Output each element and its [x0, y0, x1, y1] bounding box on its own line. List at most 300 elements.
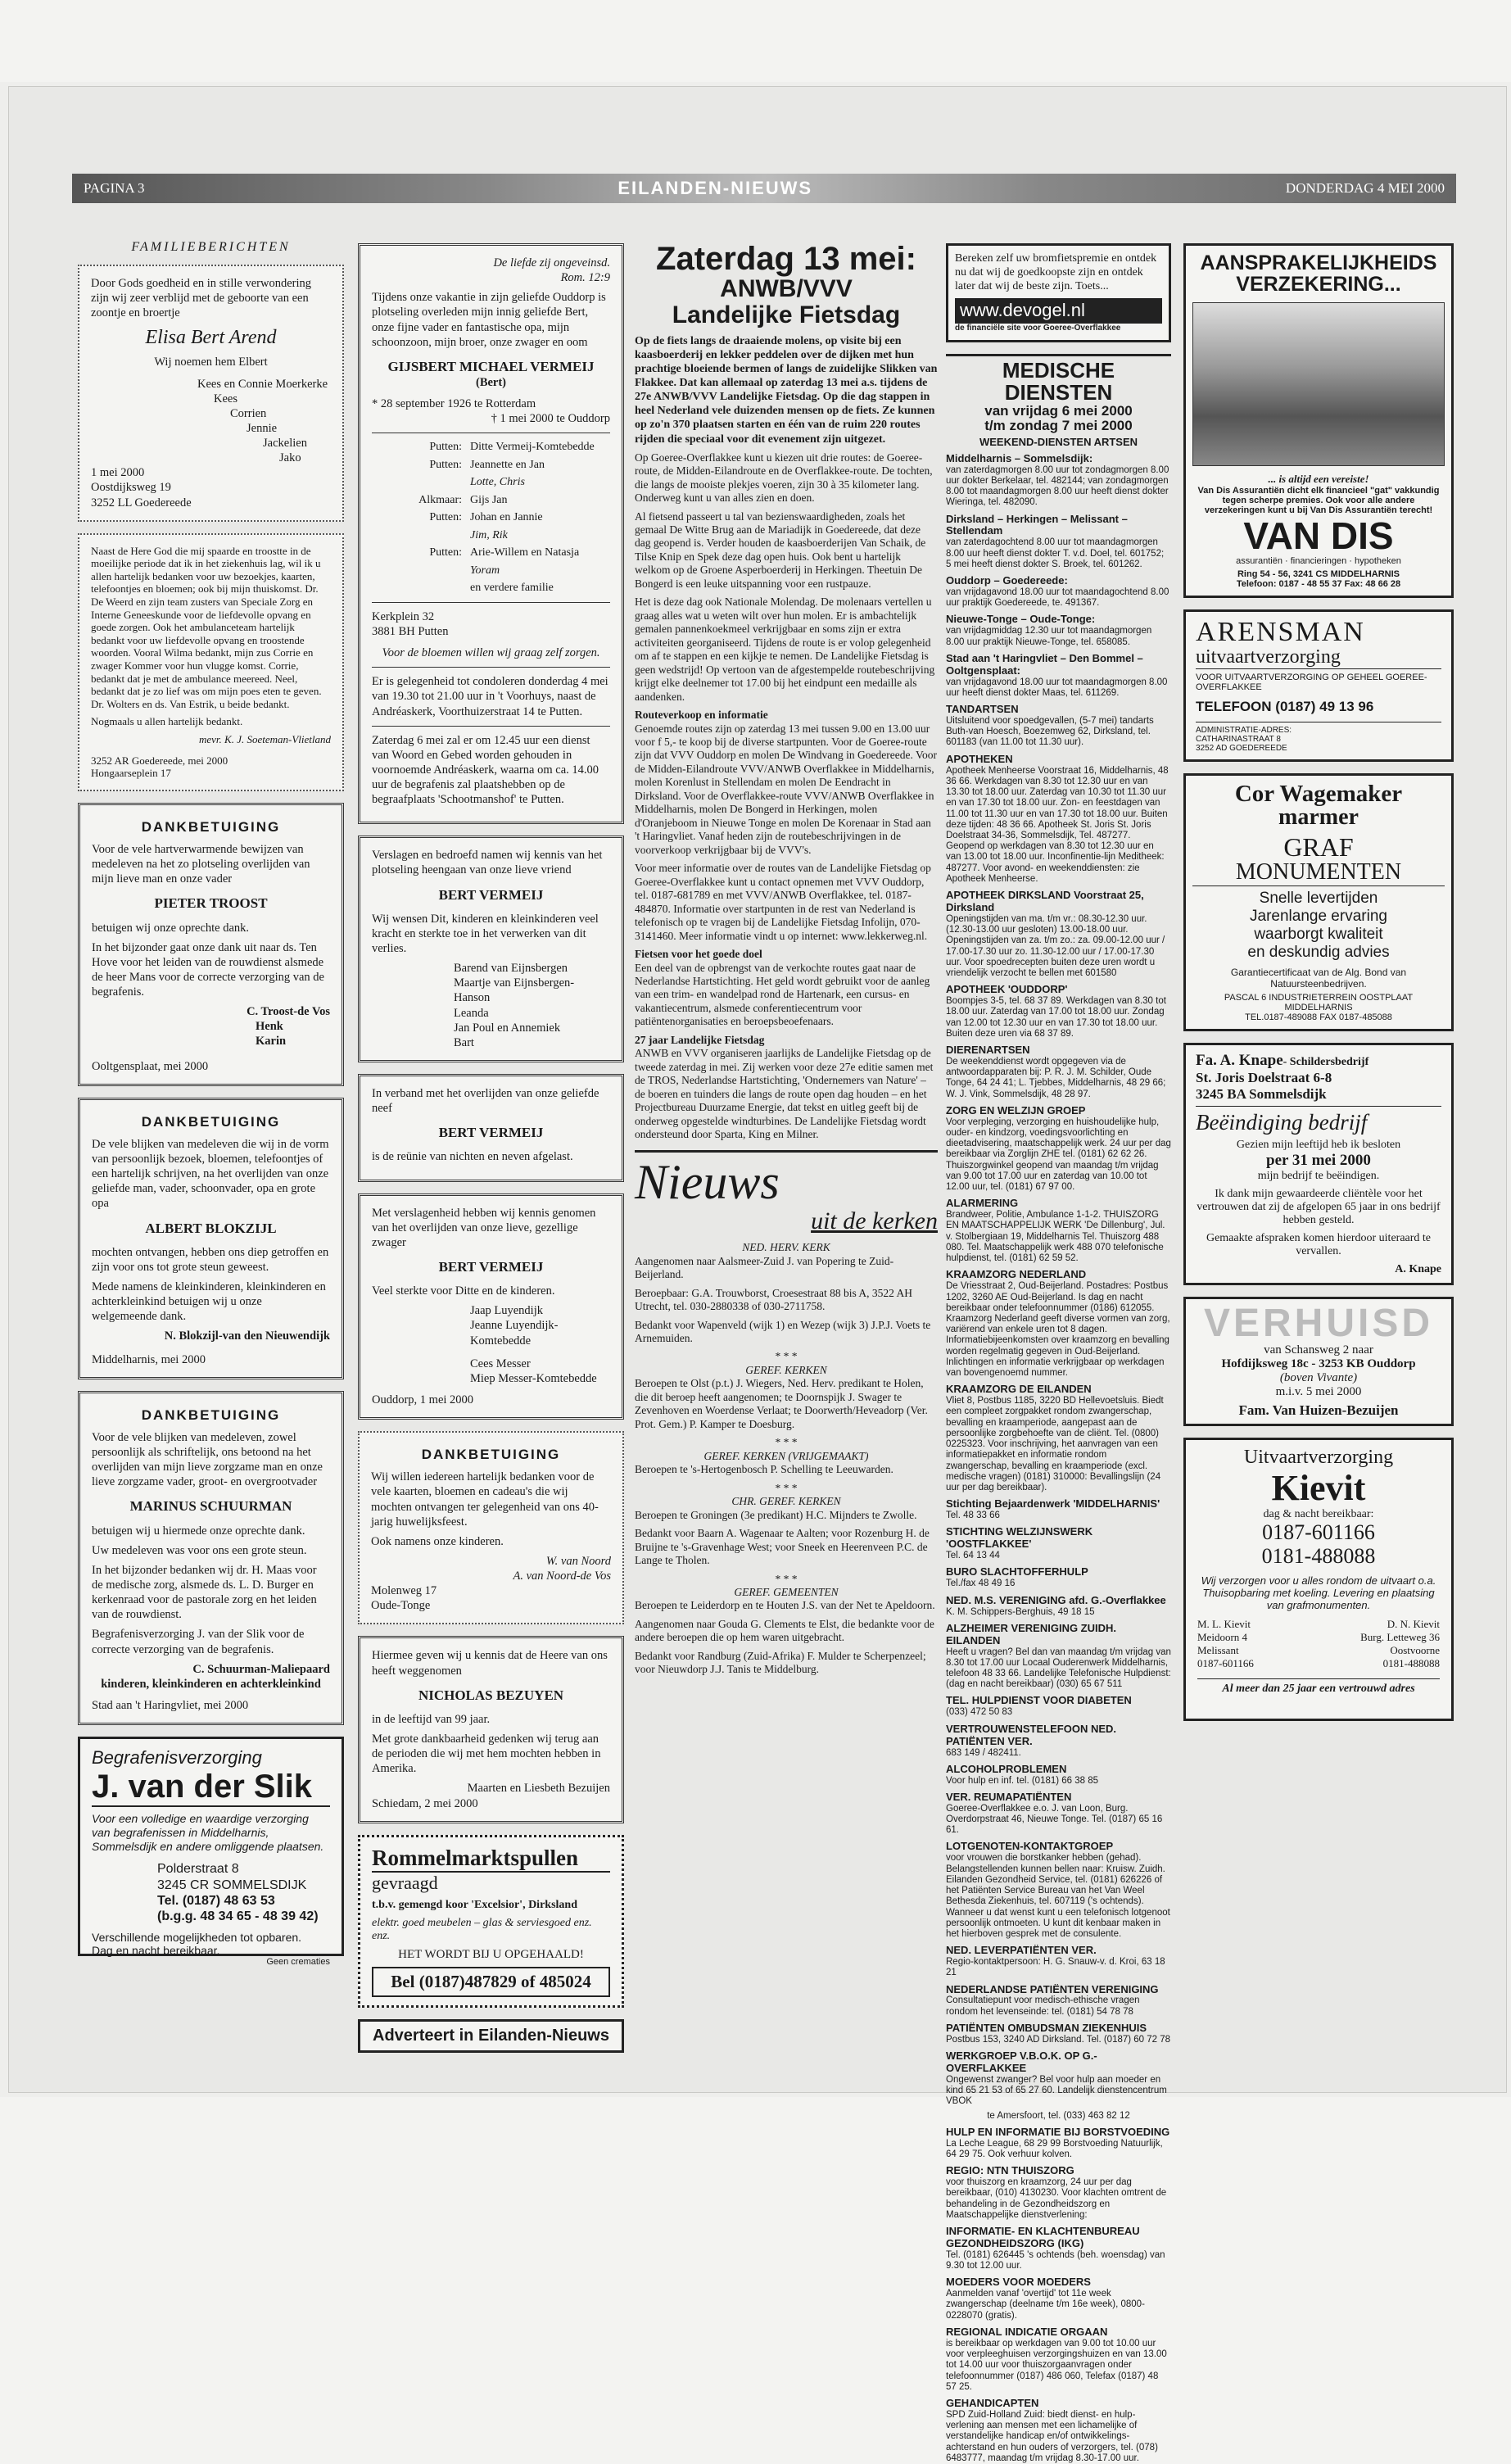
medical-text: La Leche League, 68 29 99 Borstvoeding Natuurlijk, 64 29 75. Ook verhuur kolven.: [946, 2138, 1163, 2159]
medical-heading: VERTROUWENSTELEFOON NED. PATIËNTEN VER.: [946, 1722, 1117, 1747]
knape-text: Gezien mijn leeftijd heb ik besloten: [1236, 1138, 1401, 1151]
rm-items: elektr. goed meubelen – glas & serviesgoed enz. enz.: [372, 1916, 592, 1942]
ad-van-dis: [1183, 243, 1454, 598]
article-paragraph: Al fietsend passeert u tal van bezienswaardigheden, zoals het gemaal De Witte Brug aan de Mariadijk in Goedereede, dat deze dag geopend is. Verder houden de kaasboerderijen Van Schaik, de Tilse Knip en Spek deze dag open huis. Ook bent u hartelijk welkom op de Groene Asperboerderij in Herkingen. Theetuin De Bongerd is een leuke uitspanning voor een rustpauze.: [635, 510, 926, 590]
medical-text: Voor hulp en inf. tel. (0181) 66 38 85: [946, 1775, 1099, 1786]
wagemaker-graf: GRAF: [1283, 832, 1354, 863]
church-denomination: NED. HERV. KERK: [742, 1241, 830, 1254]
devogel-text: Bereken zelf uw bromfietspremie en ontdek nu dat wij de goedkoopste zijn en ontdek later dat wij de beste zijn. Toets...: [955, 252, 1157, 292]
article-paragraph: Een deel van de opbrengst van de verkochte routes gaat naar de Nederlandse Hartstichting. Het geld wordt gebruikt voor de aanleg van een trim- en wandelpad rond de Hartenark, een cursus- en vakantiecentrum, alsmede conferentiecentrum voor patiëntenorganisaties en beroepsbeoefenaars.: [635, 961, 930, 1028]
thanks-closing: Nogmaals u allen hartelijk bedankt.: [91, 715, 243, 728]
signer: Cees Messer: [470, 1357, 531, 1370]
sibling-line: Jako: [279, 451, 301, 465]
medical-text: De weekenddienst wordt opgegeven via de antwoordapparaten bij: P. R. J. M. Schilder, Oude Tonge, 64 24 41; L. Tjebbes, Middelharnis, 48 29 66; W. J. Vink, Sommelsdijk, 48 28 97.: [946, 1056, 1166, 1099]
notice-place: Schiedam, 2 mei 2000: [372, 1796, 478, 1810]
signer: Barend van Eijnsbergen: [454, 962, 568, 976]
medical-heading: KRAAMZORG DE EILANDEN: [946, 1383, 1092, 1396]
verhuisd-family: Fam. Van Huizen-Bezuijen: [1238, 1402, 1399, 1418]
notice-body: Wij wensen Dit, kinderen en kleinkinderen veel kracht en sterkte toe in het verwerken van dit verlies.: [372, 912, 599, 955]
dank-signature: C. Schuurman-Maliepaard: [192, 1662, 330, 1676]
medical-heading: APOTHEKEN: [946, 752, 1013, 765]
vandis-address: Ring 54 - 56, 3241 CS MIDDELHARNIS: [1237, 569, 1400, 580]
dank-body-2: Mede namens de kleinkinderen, kleinkinderen en achterkleinkind betuigen wij u onze welgemeende dank.: [92, 1280, 326, 1324]
rm-subtitle: gevraagd: [372, 1872, 438, 1893]
medical-heading: TANDARTSEN: [946, 703, 1019, 716]
verhuisd-from: van Schansweg 2 naar: [1264, 1343, 1373, 1357]
knape-signature: A. Knape: [1395, 1262, 1441, 1275]
medical-text: van zaterdagmorgen 8.00 uur tot zondagmorgen 8.00 uur dokter Berkelaar, tel. 482144; van zondagmorgen 8.00 tot maandagmorgen 8.00 uur heeft dienst dokter Wieringa, tel. 482090.: [946, 464, 1169, 508]
birth-address: Oostdijksweg 19: [91, 481, 171, 495]
notice-intro: Verslagen en bedroefd namen wij kennis van het plotseling heengaan van onze lieve vriend: [372, 849, 603, 877]
birth-city: 3252 LL Goedereede: [91, 496, 192, 510]
medical-list: [946, 453, 1171, 2108]
sibling-line: Corrien: [230, 406, 267, 420]
article-headline: Zaterdag 13 mei:: [656, 241, 916, 277]
wagemaker-city: MIDDELHARNIS: [1284, 1002, 1353, 1012]
deceased-name: BERT VERMEIJ: [438, 886, 544, 903]
kievit-phone: 0187-601166: [1262, 1520, 1375, 1545]
dank-signature-2: kinderen, kleinkinderen en achterkleinkind: [101, 1677, 321, 1691]
church-item: Bedankt voor Baarn A. Wagenaar te Aalten; voor Rozenburg H. de Bruijne te 's-Gravenhage West; voor Sneek en Heerenveen P.C. de Lange te Tholen.: [635, 1527, 930, 1567]
arensman-area: VOOR UITVAARTVERZORGING OP GEHEEL GOEREE-OVERFLAKKEE: [1196, 673, 1427, 693]
notice-brother-in-law: [358, 1194, 624, 1420]
church-denomination: GEREF. KERKEN: [745, 1363, 827, 1376]
notice-body: is de reünie van nichten en neven afgelast.: [372, 1150, 573, 1164]
medical-text: Vliet 8, Postbus 1185, 3220 BD Hellevoetsluis. Biedt een compleet zorgpakket rondom zwangerschap, bevalling en kraamperiode, aangepast aan de persoonlijke zorgbehoefte van de cliënt. Tel. (0800) 0225323. Voor inschrijving, het aanvragen van een informatiepakket en informatie rondom zwangerschap, bevalling en kraamperiode (excl. medische vragen) (0181) 310000: Bevallingslijn (24 uur per dag bereikbaar).: [946, 1396, 1164, 1492]
box-title: DANKBETUIGING: [141, 1113, 281, 1130]
birth-announcement: [78, 265, 344, 522]
medical-heading: Middelharnis – Sommelsdijk:: [946, 451, 1093, 464]
wagemaker-cert: Garantiecertificaat van de Alg. Bond van Natuursteenbedrijven.: [1230, 966, 1407, 990]
sibling-line: Jennie: [247, 421, 278, 435]
notice-body: Veel sterkte voor Ditte en de kinderen.: [372, 1284, 555, 1298]
medical-heading: Nieuwe-Tonge – Oude-Tonge:: [946, 613, 1096, 626]
signer: Miep Messer-Komtebedde: [470, 1371, 597, 1385]
notice-body: Met grote dankbaarheid gedenken wij terug aan de perioden die wij met hem mochten hebben in Amerika.: [372, 1732, 601, 1776]
medical-heading: ALZHEIMER VERENIGING ZUIDH. EILANDEN: [946, 1621, 1117, 1646]
slik-phone-alt: (b.g.g. 48 34 65 - 48 39 42): [157, 1909, 319, 1924]
medical-heading: REGIO: NTN THUISZORG: [946, 2164, 1074, 2177]
thanks-address: 3252 AR Goedereede, mei 2000: [91, 754, 228, 767]
medical-text: Postbus 153, 3240 AD Dirksland. Tel. (0187) 60 72 78: [946, 2034, 1171, 2045]
parents-list: [197, 377, 331, 466]
medical-heading: Dirksland – Herkingen – Melissant – Stellendam: [946, 512, 1128, 537]
ad-kievit: [1183, 1438, 1454, 1721]
dankbetuiging-troost: [78, 803, 344, 1086]
medical-text: is bereikbaar op werkdagen van 9.00 tot 10.00 uur voor verpleeghuisen verzorgingshuizen en van 13.00 tot 14.00 uur voor thuiszorgaanvragen onder telefoonnummer (0187) 486 060, Telefax (0187) 48 57 25.: [946, 2338, 1167, 2392]
medical-heading: Stichting Bejaardenwerk 'MIDDELHARNIS': [946, 1497, 1160, 1511]
verhuisd-note: (boven Vivante): [1279, 1370, 1358, 1384]
medical-text: van zaterdagochtend 8.00 uur tot maandagmorgen 8.00 uur heeft dienst dokter T. v.d. Doel, tel. 601752; 5 mei heeft dienst dokter S. Broek, tel. 601262.: [946, 537, 1165, 569]
section-title: FAMILIEBERICHTEN: [131, 240, 291, 254]
thanks-text: Naast de Here God die mij spaarde en troostte in de moeilijke periode dat ik in het ziekenhuis lag, wil ik u allen hartelijk bedanken voor uw bezoekjes, kaarten, telefoontjes en bloemen; ook bij mijn thuiskomst. Dr. De Weerd en zijn team zusters van Speciale Zorg en Interne Geneeskunde voor de liefdevolle opvang en goede zorgen. Ook het ambulanceteam hartelijk bedankt voor uw liefdevolle opvang en troostende woorden. Vooral Wilma bedankt, mijn zus Corrie en zwager Kommer voor hun vlugge komst. Corrie, bedankt dat je met de ambulance meereed. Neel, bedankt dat je zo lief was om mijn poes eten te geven. Dr. Wolters en ds. Van Estrik, u beide bedankt.: [91, 544, 322, 710]
medical-text: van vrijdagavond 18.00 uur tot maandagochtend 8.00 uur praktijk Goedereede, te. 491367.: [946, 587, 1169, 609]
article-lead: Op de fiets langs de draaiende molens, op visite bij een kaasboerderij en lekker peddelen over de dijken met hun prachtige bloeiende bermen of langs de zuidelijke Slikken van Flakkee. Dat kan allemaal op zaterdag 13 mei a.s. tijdens de 27e ANWB/VVV Landelijke Fietsdag. Op die dag stappen in heel Nederland vele duizenden mensen op de fiets. Ze kunnen op zo'n 370 plaatsen starten en één van de ruim 220 routes rijden die speciaal voor dit evenement zijn uitgezet.: [635, 335, 938, 446]
dank-body: In het bijzonder bedanken wij dr. H. Maas voor de medische zorg, alsmede ds. L. D. Burger en kerkenraad voor de pastorale zorg en het leiden van de rouwdienst.: [92, 1563, 317, 1622]
medical-text: Regio-kontaktpersoon: H. G. Snauw-v. d. Kroi, 63 18 21: [946, 1957, 1165, 1978]
church-item: Bedankt voor Randburg (Zuid-Afrika) F. Mulder te Scherpenzeel; voor Nieuwdorp J.J. Tanis te Middelburg.: [635, 1649, 926, 1676]
medical-text: Goeree-Overflakkee e.o. J. van Loon, Burg. Overdorpstraat 46, Nieuwe Tonge. Tel. (0187) 65 16 61.: [946, 1803, 1163, 1836]
box-title: DANKBETUIGING: [141, 818, 281, 835]
vandis-text: Van Dis Assurantiën dicht elk financieel "gat" vakkundig tegen scherpe premies. Ook voor alle andere verzekeringen kunt u bij Van Dis Assurantiën terecht!: [1197, 485, 1440, 515]
deceased-name: BERT VERMEIJ: [438, 1125, 544, 1141]
devogel-url[interactable]: www.devogel.nl: [955, 298, 1162, 323]
medical-heading: NEDERLANDSE PATIËNTEN VERENIGING: [946, 1982, 1159, 1995]
knape-thanks: Ik dank mijn gewaardeerde cliëntèle voor het vertrouwen dat zij de afgelopen 65 jaar in ons bedrijf hebben gesteld.: [1197, 1187, 1441, 1226]
service-note: Zaterdag 6 mei zal er om 12.45 uur een dienst van Woord en Gebed worden gehouden in voornoemde Andréaskerk, waarna om ca. 14.00 uur de begrafenis zal plaatshebben op de begraafplaats 'Schootmanshof' te Putten.: [372, 733, 599, 807]
knape-name: Fa. A. Knape: [1196, 1051, 1283, 1069]
kievit-contact: Oostvoorne: [1390, 1644, 1440, 1657]
column-news: [635, 209, 938, 1682]
medical-text: K. M. Schippers-Berghuis, 49 18 15: [946, 1606, 1095, 1617]
slik-street: Polderstraat 8: [157, 1862, 239, 1877]
page-number: PAGINA 3: [84, 180, 145, 196]
box-title: DANKBETUIGING: [421, 1447, 561, 1462]
slik-note: Verschillende mogelijkheden tot opbaren.: [92, 1931, 302, 1945]
dank-line-2: Uw medeleven was voor ons een grote steun.: [92, 1543, 307, 1557]
medical-heading: NED. LEVERPATIËNTEN VER.: [946, 1944, 1097, 1957]
medical-text: Tel. 64 13 44: [946, 1551, 1000, 1561]
rm-choir: t.b.v. gemengd koor 'Excelsior', Dirksland: [372, 1898, 577, 1911]
church-news: [635, 1150, 938, 1677]
condolence-note: Er is gelegenheid tot condoleren donderdag 4 mei van 19.30 tot 21.00 uur in 't Voorhuys, naast de Andréaskerk, Voorthuizerstraat 14 te Putten.: [372, 675, 608, 718]
child-name: Elisa Bert Arend: [145, 327, 277, 349]
medical-heading: APOTHEEK 'OUDDORP': [946, 983, 1068, 996]
knape-city: 3245 BA Sommelsdijk: [1196, 1086, 1441, 1107]
medical-from: van vrijdag 6 mei 2000: [984, 403, 1133, 419]
wagemaker-address: PASCAL 6 INDUSTRIETERREIN OOSTPLAAT: [1224, 992, 1414, 1003]
bible-verse: De liefde zij ongeveinsd.: [493, 256, 610, 270]
article-paragraph: Genoemde routes zijn op zaterdag 13 mei tussen 9.00 en 13.00 uur voor f 5,- te koop bij de diverse startpunten. Voor de Goeree-route zijn dat VVV Ouddorp en molen De Windvang in Goedereede. Voor de Midden-Eilandroute VVV/ANWB Overflakkee in Middelharnis, molen Korenlust in Stellendam en molen De Eendracht in Dirksland. Voor de Overflakkee-route VVV/ANWB Overflakkee in Middelharnis, molen De Bongerd in Herkingen, molen d'Oranjeboom in Nieuwe Tonge en molen De Korenaar in Stad aan 't Haringvliet. Vanaf heden zijn de routebeschrijvingen in de voorverkoop verkrijgbaar bij de VVV's.: [635, 722, 938, 856]
dankbetuiging-schuurman: [78, 1391, 344, 1725]
deceased-name: PIETER TROOST: [154, 895, 268, 912]
medical-heading: STICHTING WELZIJNSWERK 'OOSTFLAKKEE': [946, 1525, 1093, 1551]
dank-place: Ooltgensplaat, mei 2000: [92, 1059, 209, 1073]
medical-heading: DIERENARTSEN: [946, 1044, 1030, 1057]
arensman-logo: ARENSMAN: [1196, 617, 1365, 648]
article-paragraph: ANWB en VVV organiseren jaarlijks de Landelijke Fietsdag op de tweede zaterdag in mei. Zij werken voor deze 27e editie samen met de TROS, Nederlandse Hartstichting, 'Ondernemers van Nature' – de boeren en tuinders die langs de route open dag houden – en het Projectbureau Duurzame Energie, dat tekst en uitleg geeft bij de onderweg opgestelde windturbines. De Landelijke Fietsdag wordt ondersteund door Sparta, King en Milner.: [635, 1047, 934, 1141]
rm-title: Rommelmarktspullen: [372, 1846, 610, 1873]
kievit-slogan: Al meer dan 25 jaar een vertrouwd adres: [1197, 1678, 1440, 1696]
arensman-admin-label: ADMINISTRATIE-ADRES:: [1196, 722, 1441, 735]
medical-text: Aanmelden vanaf 'overtijd' tot 11e week zwangerschap (deelname t/m 16e week), 0800-0228070 (gratis).: [946, 2289, 1145, 2321]
church-item: Bedankt voor Wapenveld (wijk 1) en Wezep (wijk 3) J.P.J. Voets te Arnemuiden.: [635, 1318, 931, 1344]
deceased-name: GIJSBERT MICHAEL VERMEIJ: [387, 358, 595, 374]
flowers-note: Voor de bloemen willen wij graag zelf zorgen.: [382, 646, 600, 660]
dankbetuiging-blokzijl: [78, 1098, 344, 1379]
slik-city: 3245 CR SOMMELSDIJK: [157, 1877, 307, 1892]
medical-heading: ALARMERING: [946, 1197, 1019, 1210]
birth-line: * 28 september 1926 te Rotterdam: [372, 397, 536, 411]
medical-text: Voor verpleging, verzorging en huishoudelijke hulp, ouder- en kindzorg, voedingsvoorlichting en dieetadvisering, maatschappelijk werk. 24 uur per dag bereikbaar via Zorglijn ZHE tel. (0181) 62 62 26. Thuiszorgwinkel geopend van maandag t/m vrijdag van 9.00 tot 17.00 uur en zaterdag van 10.00 tot 12.00 uur, tel. (0181) 67 97 00.: [946, 1116, 1171, 1193]
church-title: Nieuws: [635, 1154, 780, 1209]
deceased-age: in de leeftijd van 99 jaar.: [372, 1712, 491, 1726]
knape-text: mijn bedrijf te beëindigen.: [1257, 1169, 1380, 1182]
signer: Leanda: [454, 1006, 489, 1020]
devogel-sub: de financiële site voor Goeree-Overflakkee: [955, 323, 1121, 333]
signer: Maartje van Eijnsbergen-Hanson: [454, 976, 575, 1005]
birth-date: 1 mei 2000: [91, 466, 145, 480]
medical-title: MEDISCHE DIENSTEN: [946, 354, 1171, 405]
notice-intro: Hiermee geven wij u kennis dat de Heere van ons heeft weggenomen: [372, 1649, 608, 1678]
medical-text: 683 149 / 482411.: [946, 1747, 1021, 1758]
arensman-city: 3252 AD GOEDEREEDE: [1196, 744, 1287, 754]
separator: * * *: [775, 1481, 798, 1494]
kievit-contact: M. L. Kievit: [1197, 1618, 1251, 1631]
vandis-tagline: ... is altijd een vereiste!: [1268, 472, 1369, 485]
medical-line: te Amersfoort, tel. (033) 463 82 12: [987, 2110, 1130, 2121]
signer: Jaap Luyendijk: [470, 1304, 543, 1318]
medical-heading: NED. M.S. VERENIGING afd. G.-Overflakkee: [946, 1593, 1166, 1606]
wagemaker-line: waarborgt kwaliteit: [1254, 925, 1383, 943]
ad-rommelmarkt: [358, 1835, 624, 2008]
dank-body-2: Ook namens onze kinderen.: [371, 1534, 504, 1548]
arensman-sub: uitvaartverzorging: [1196, 646, 1441, 669]
article-paragraph: Voor meer informatie over de routes van de Landelijke Fietsdag op Goeree-Overflakkee kunt u contact opnemen met VVV Ouddorp, tel. 0187-681789 en met VVV/ANWB Overflakkee, tel. 0187-484870. Informatie over startpunten in de rest van Nederland is telefonisch op te vragen bij de Landelijke Fietsdag Infolijn, 070-3141460. Meer informatie vindt u op internet: www.lekkerweg.nl.: [635, 862, 931, 942]
kievit-contact: 0187-601166: [1197, 1657, 1254, 1670]
rm-pickup: HET WORDT BIJ U OPGEHAALD!: [398, 1947, 584, 1961]
article-headline-3: Landelijke Fietsdag: [672, 301, 901, 328]
ad-verhuisd: [1183, 1297, 1454, 1426]
medical-heading: TEL. HULPDIENST VOOR DIABETEN: [946, 1694, 1132, 1707]
dank-signature: W. van Noord: [545, 1554, 611, 1568]
notice-bezuyen: [358, 1636, 624, 1823]
knape-date: per 31 mei 2000: [1266, 1151, 1371, 1169]
knape-headline: Beëindiging bedrijf: [1196, 1109, 1368, 1135]
medical-text: (033) 472 50 83: [946, 1707, 1013, 1718]
medical-text: Openingstijden van ma. t/m vr.: 08.30-12.30 uur. (12.30-13.00 uur gesloten) 13.00-18.00 uur. Openingstijden van za. t/m zo.: za. 09.00-12.00 uur / 17.00-17.30 uur zo. 11.30-12.00 uur / 17.00-17.30 uur. Voor spoedrecepten buiten deze uren wordt u vriendelijk verzocht te bellen met 601580: [946, 913, 1165, 979]
dank-intro: Voor de vele blijken van medeleven, zowel persoonlijk als schriftelijk, ons betoond na het overlijden van mijn lieve zorgzame man en onze lieve zorgzame vader, groot- en overgrootvader: [92, 1430, 323, 1489]
medical-subtitle: WEEKEND-DIENSTEN ARTSEN: [979, 436, 1138, 449]
church-item: Aangenomen naar Gouda G. Clements te Elst, die bedankte voor de andere beroepen die op hem waren uitgebracht.: [635, 1617, 934, 1644]
medical-heading: APOTHEEK DIRKSLAND Voorstraat 25, Dirksland: [946, 889, 1144, 913]
dank-signature: N. Blokzijl-van den Nieuwendijk: [164, 1329, 330, 1343]
medical-heading: Ouddorp – Goedereede:: [946, 574, 1068, 587]
death-intro: Tijdens onze vakantie in zijn geliefde Ouddorp is plotseling overleden mijn innig geliefde Bert, onze fijne vader en fantastische opa, mijn schoonzoon, mijn broer, onze zwager en oom: [372, 291, 606, 349]
medical-text: Apotheek Menheerse Voorstraat 16, Middelharnis, 48 36 66. Werkdagen van 8.30 tot 12.30 uur en van 13.30 tot 18.00 uur. Zaterdag van 10.30 tot 11.30 uur en van 17.30 tot 18.00 uur. Zon- en feestdagen van 11.00 tot 11.30 uur en van 17.30 tot 18.00 uur. Buiten deze tijden: 48 36 66. Apotheek St. Joris St. Joris Doelstraat 34-36, Sommelsdijk, Tel. 487277. Geopend op werkdagen van 8.30 tot 12.30 uur en van 13.00 tot 18.00 uur. Inconfinentie-lijn Meditheek: 487277. Voor avond- en weekenddiensten: zie Apotheek Menheerse.: [946, 765, 1169, 884]
verhuisd-title: VERHUISD: [1203, 1301, 1434, 1345]
rm-phone: Bel (0187)487829 of 485024: [372, 1967, 610, 1997]
article-paragraph: Op Goeree-Overflakkee kunt u kiezen uit drie routes: de Goeree-route, de Midden-Eilandroute en de Overflakkee-route. De tochten, die langs de mooiste plekjes voeren, zijn 30 à 35 kilometer lang. Onderweg kunt u van alles zien en doen.: [635, 451, 933, 505]
church-item: Aangenomen naar Aalsmeer-Zuid J. van Popering te Zuid-Beijerland.: [635, 1254, 894, 1281]
notice-signature: Maarten en Liesbeth Bezuijen: [467, 1782, 610, 1796]
medical-text: Boompjes 3-5, tel. 68 37 89. Werkdagen van 8.30 tot 18.00 uur. Zaterdag van 17.00 tot 18.00 uur. Zondag van 12.00 tot 12.30 uur en van 17.30 tot 18.00 uur. Buiten deze uren via 68 37 89.: [946, 996, 1166, 1039]
wagemaker-phone: TEL.0187-489088 FAX 0187-485088: [1245, 1012, 1392, 1022]
medical-text: Consultatiepunt voor medisch-ethische vragen rondom het levenseinde: tel. (0181) 54 78 78: [946, 1995, 1140, 2017]
dankbetuiging-van-noord: [358, 1431, 624, 1624]
ad-knape: [1183, 1043, 1454, 1285]
medical-text: Tel. (0181) 626445 's ochtends (beh. woensdag) van 9.30 tot 12.00 uur.: [946, 2249, 1165, 2272]
sibling-line: Jackelien: [263, 437, 307, 450]
separator: * * *: [775, 1350, 798, 1363]
ad-arensman: [1183, 609, 1454, 762]
family-list: Putten: Ditte Vermeij-Komtebedde Putten: Jeannette en Jan Lotte, Chris Alkmaar: Gijs Jan Putten: Johan en Jannie Jim, Rik Putten: Arie-Willem en Natasja Yoram en verdere familie: [418, 441, 595, 595]
masthead: EILANDEN-NIEUWS: [618, 178, 813, 198]
kievit-contact: 0181-488088: [1382, 1657, 1440, 1670]
separator: * * *: [775, 1572, 798, 1585]
dank-line: betuigen wij u hiermede onze oprechte dank.: [92, 1524, 305, 1538]
notice-place: Ouddorp, 1 mei 2000: [372, 1393, 474, 1406]
medical-text: Brandweer, Politie, Ambulance 1-1-2. THUISZORG EN MAATSCHAPPELIJK WERK 'De Dillenburg', Jul. v. Stolbergiaan 19, Middelharnis Tel. Thuiszorg 488 080. Tel. Maatschappelijk werk 488 070 telefonische hulpdienst, tel. (0181) 62 59 52.: [946, 1210, 1165, 1264]
medical-list-2: [946, 2127, 1171, 2464]
thanks-street: Hongaarseplein 17: [91, 767, 171, 780]
dank-signature-2: Henk: [256, 1020, 283, 1034]
child-nickname: Wij noemen hem Elbert: [154, 356, 268, 369]
deceased-name: ALBERT BLOKZIJL: [145, 1220, 277, 1236]
medical-heading: INFORMATIE- EN KLACHTENBUREAU GEZONDHEIDSZORG (IKG): [946, 2225, 1140, 2249]
church-denomination: GEREF. KERKEN (VRIJGEMAAKT): [703, 1449, 869, 1462]
article-headline-2: ANWB/VVV: [720, 275, 853, 302]
notice-friends-vermeij: [358, 836, 624, 1062]
dank-body: Wij willen iedereen hartelijk bedanken voor de vele kaarten, bloemen en cadeau's die wij mochten ontvangen ter gelegenheid van ons 40-jarig huwelijksfeest.: [371, 1470, 599, 1529]
thanks-signature: mevr. K. J. Soeteman-Vlietland: [198, 732, 331, 745]
medical-text: Tel. 48 33 66: [946, 1511, 1000, 1521]
medical-text: Ongewenst zwanger? Bel voor hulp aan moeder en kind 65 21 53 of 65 27 60. Landelijk dienstencentrum VBOK: [946, 2074, 1167, 2107]
medical-to: t/m zondag 7 mei 2000: [984, 418, 1133, 434]
slik-name: J. van der Slik: [92, 1769, 330, 1807]
tractor-illustration: [1192, 302, 1445, 466]
kievit-text: Wij verzorgen voor u alles rondom de uitvaart o.a. Thuisopbaring met koeling. Levering en plaatsing van grafmonumenten.: [1201, 1574, 1436, 1612]
church-denomination: CHR. GEREF. KERKEN: [731, 1495, 841, 1508]
wagemaker-monumenten: MONUMENTEN: [1192, 860, 1445, 886]
medical-heading: GEHANDICAPTEN: [946, 2396, 1039, 2409]
wagemaker-line: Snelle levertijden: [1259, 889, 1378, 907]
deceased-name: NICHOLAS BEZUYEN: [418, 1687, 564, 1703]
death-line: † 1 mei 2000 te Ouddorp: [491, 412, 610, 426]
wagemaker-name: Cor Wagemaker: [1234, 781, 1403, 808]
vandis-logo: VAN DIS: [1243, 514, 1394, 557]
kievit-phone-2: 0181-488088: [1261, 1543, 1376, 1568]
kievit-contact: Melissant: [1197, 1644, 1239, 1657]
bible-ref: Rom. 12:9: [560, 271, 610, 285]
knape-note: Gemaakte afspraken komen hierdoor uiteraard te vervallen.: [1206, 1231, 1432, 1257]
death-notice-vermeij: [358, 243, 624, 824]
medical-heading: PATIËNTEN OMBUDSMAN ZIEKENHUIS: [946, 2021, 1147, 2034]
medical-text: van vrijdagavond 18.00 uur tot maandagmorgen 8.00 uur heeft dienst dokter Maas, tel. 611269.: [946, 677, 1168, 698]
notice-reunion: [358, 1074, 624, 1182]
church-denomination: GEREF. GEMEENTEN: [734, 1585, 839, 1598]
wagemaker-line: Jarenlange ervaring: [1250, 907, 1387, 925]
ad-van-der-slik: [78, 1737, 344, 1968]
dank-place: Stad aan 't Haringvliet, mei 2000: [92, 1698, 249, 1712]
death-address: Kerkplein 32: [372, 609, 435, 623]
ad-adverteer: Adverteert in Eilanden-Nieuws: [358, 2019, 624, 2053]
dank-address: Molenweg 17: [371, 1584, 437, 1598]
slik-no-cremation: Geen crematies: [266, 1957, 330, 1968]
vandis-phone: Telefoon: 0187 - 48 55 37 Fax: 48 66 28: [1236, 579, 1401, 590]
medical-heading: LOTGENOTEN-KONTAKTGROEP: [946, 1840, 1114, 1853]
signer: Bart: [454, 1035, 474, 1049]
medical-text: voor thuiszorg en kraamzorg, 24 uur per dag bereikbaar, (010) 4130230. Voor klachten omtrent de behandeling in de Gezondheidszorg en Maatschappelijke dienstverlening:: [946, 2177, 1167, 2220]
notice-intro: In verband met het overlijden van onze geliefde neef: [372, 1086, 599, 1115]
box-title: DANKBETUIGING: [141, 1406, 281, 1423]
church-item: Beroepen te Groningen (3e predikant) H.C. Mijnders te Zwolle.: [635, 1508, 917, 1521]
medical-heading: KRAAMZORG NEDERLAND: [946, 1268, 1087, 1281]
church-item: Beroepen te Olst (p.t.) J. Wiegers, Ned. Herv. predikant te Holen, die dit beroep heeft aangenomen; te Doornspijk J. Swager te Zevenhoven en Woerdense Verlaat; te Doorwerth/Heveadorp (Ver. Prot. Gem.) P. Kamper te Doesburg.: [635, 1377, 928, 1430]
arensman-street: CATHARINASTRAAT 8: [1196, 735, 1281, 745]
medical-text: voor vrouwen die borstkanker hebben (gehad). Belangstellenden kunnen bellen naar: Kruisw. Zuidh. Eilanden Gezondheid Service, tel. (0181) 626226 of het Patiënten Service Bureau van het Van Weel Bethesda Ziekenhuis, tel. 607119 ('s ochtends). Wanneer u dat wenst kunt u een telefonisch lotgenoot persoonlijk ontmoeten. U kunt dit kenbaar maken in het hierboven gesprek met de consulente.: [946, 1853, 1170, 1939]
medical-heading: BURO SLACHTOFFERHULP: [946, 1565, 1088, 1578]
deceased-name: MARINUS SCHUURMAN: [129, 1498, 292, 1515]
church-item: Beroepbaar: G.A. Trouwborst, Croesestraat 88 bis A, 3522 AH Utrecht, tel. 030-2880338 of 030-2711758.: [635, 1286, 912, 1313]
birth-intro: Door Gods goedheid en in stille verwondering zijn wij zeer verblijd met de geboorte van een zoontje en broertje: [91, 277, 312, 320]
medical-heading: ZORG EN WELZIJN GROEP: [946, 1103, 1086, 1116]
medical-heading: WERKGROEP V.B.O.K. OP G.-OVERFLAKKEE: [946, 2050, 1097, 2075]
arensman-phone: TELEFOON (0187) 49 13 96: [1196, 699, 1374, 715]
verhuisd-address: Hofdijksweg 18c - 3253 KB Ouddorp: [1221, 1357, 1416, 1370]
church-subtitle: uit de kerken: [811, 1207, 938, 1234]
church-item: Beroepen te 's-Hertogenbosch P. Schelling te Leeuwarden.: [635, 1463, 893, 1476]
death-city: 3881 BH Putten: [372, 625, 449, 638]
dank-signature: C. Troost-de Vos: [247, 1005, 330, 1019]
medical-text: Uitsluitend voor spoedgevallen, (5-7 mei) tandarts Buth-van Hoesch, Boezemweg 62, Dirksland, tel. 601183 (van 11.00 tot 11.30 uur).: [946, 716, 1154, 748]
article-paragraph: Het is deze dag ook Nationale Molendag. De molenaars vertellen u graag alles wat u weten wilt over hun molen. Er is ambachtelijk gemalen pannenkoekmeel verkrijgbaar en soms zijn er extra activiteiten georganiseerd. Tijdens de route is er volop gelegenheid om af te stappen en een kijkje te nemen. De Landelijke Fietsdag is geen wedstrijd! Op vertoon van de afgestempelde routebeschrijving krijgt elke deelnemer tot 17.00 bij het eindpunt een medaille als aandenken.: [635, 596, 935, 703]
kievit-contact: D. N. Kievit: [1387, 1618, 1440, 1631]
signer: Jan Poul en Annemiek: [454, 1021, 561, 1035]
medical-heading: VER. REUMAPATIËNTEN: [946, 1790, 1072, 1803]
dank-signature-2: A. van Noord-de Vos: [513, 1569, 611, 1583]
medical-text: van vrijdagmiddag 12.30 uur tot maandagmorgen 8.00 uur praktijk Nieuwe-Tonge, tel. 658085.: [946, 626, 1152, 647]
medical-heading: ALCOHOLPROBLEMEN: [946, 1762, 1067, 1775]
dank-intro: Voor de vele hartverwarmende bewijzen van medeleven na het zo plotseling overlijden van mijn lieve man en onze vader: [92, 842, 310, 886]
kievit-contact: Meidoorn 4: [1197, 1631, 1248, 1644]
vandis-title: AANSPRAKELIJKHEIDS VERZEKERING...: [1200, 251, 1437, 297]
wagemaker-marmer: marmer: [1278, 804, 1359, 831]
thanks-soeteman: [78, 533, 344, 791]
notice-intro: Met verslagenheid hebben wij kennis genomen van het overlijden van onze lieve, gezellige zwager: [372, 1206, 596, 1249]
slik-phone: Tel. (0187) 48 63 53: [157, 1893, 275, 1908]
column-family-notices: [78, 209, 344, 1968]
medical-text: De Vriesstraat 2, Oud-Beijerland. Postadres: Postbus 1202, 3260 AE Oud-Beijerland. Is dag en nacht bereikbaar onder telefoonnummer (0186) 612055. Kraamzorg Nederland geeft diverse vormen van zorg, variërend van enkele uren tot 8 dagen. Informatiebijeenkomsten over kraamzorg en bevalling worden regelmatig gegeven in Oud-Beijerland. Inlichtingen en informatie verkrijgbaar op werkdagen van bovengenoemd nummer.: [946, 1281, 1170, 1379]
ad-devogel: [946, 243, 1171, 342]
dank-body-2: Begrafenisverzorging J. van der Slik voor de correcte verzorging van de begrafenis.: [92, 1628, 305, 1656]
medical-heading: HULP EN INFORMATIE BIJ BORSTVOEDING: [946, 2125, 1170, 2138]
dank-city: Oude-Tonge: [371, 1599, 431, 1613]
column-medical: [946, 209, 1171, 2464]
kievit-name: Kievit: [1271, 1467, 1366, 1508]
kievit-availability: dag & nacht bereikbaar:: [1263, 1508, 1374, 1521]
slik-availability: Dag en nacht bereikbaar.: [92, 1944, 220, 1958]
dank-place: Middelharnis, mei 2000: [92, 1352, 206, 1366]
dank-signature-3: Karin: [256, 1035, 287, 1049]
knape-street: St. Joris Doelstraat 6-8: [1196, 1069, 1332, 1085]
slik-description: Voor een volledige en waardige verzorging van begrafenissen in Middelharnis, Sommelsdijk en andere omliggende plaatsen.: [92, 1812, 324, 1853]
sibling-line: Kees: [214, 392, 238, 405]
church-item: Beroepen te Leiderdorp en te Houten J.S. van der Net te Apeldoorn.: [635, 1599, 935, 1612]
parent-line: Kees en Connie Moerkerke: [197, 377, 328, 391]
medical-heading: REGIONAL INDICATIE ORGAAN: [946, 2325, 1108, 2338]
kievit-tagline: Uitvaartverzorging: [1243, 1446, 1394, 1468]
column-death-notices: [358, 209, 624, 2064]
slik-tagline: Begrafenisverzorging: [92, 1747, 262, 1769]
dank-intro: De vele blijken van medeleven die wij in de vorm van persoonlijk bezoek, bloemen, telefoontjes of een hartelijk schrijven, na het overlijden van onze geliefde man, vader, schoonvader, opa en grote opa: [92, 1137, 329, 1211]
verhuisd-date: m.i.v. 5 mei 2000: [1275, 1384, 1362, 1398]
page-header-bar: [72, 174, 1456, 203]
article-subhead: Fietsen voor het goede doel: [635, 948, 762, 961]
column-ads: [1183, 209, 1454, 1732]
issue-date: DONDERDAG 4 MEI 2000: [1285, 180, 1445, 196]
separator: * * *: [775, 1436, 798, 1449]
signer: Jeanne Luyendijk-Komtebedde: [470, 1319, 559, 1348]
dank-line: betuigen wij onze oprechte dank.: [92, 921, 250, 935]
medical-heading: Stad aan 't Haringvliet – Den Bommel – Ooltgensplaat:: [946, 651, 1143, 677]
medical-text: Tel./fax 48 49 16: [946, 1578, 1016, 1589]
knape-type: - Schildersbedrijf: [1283, 1055, 1369, 1068]
vandis-services: assurantiën · financieringen · hypotheken: [1236, 556, 1401, 567]
dank-body: mochten ontvangen, hebben ons diep getroffen en zijn voor ons tot grote steun geweest.: [92, 1245, 329, 1274]
article-subhead: 27 jaar Landelijke Fietsdag: [635, 1033, 765, 1046]
deceased-nickname: (Bert): [475, 376, 507, 389]
